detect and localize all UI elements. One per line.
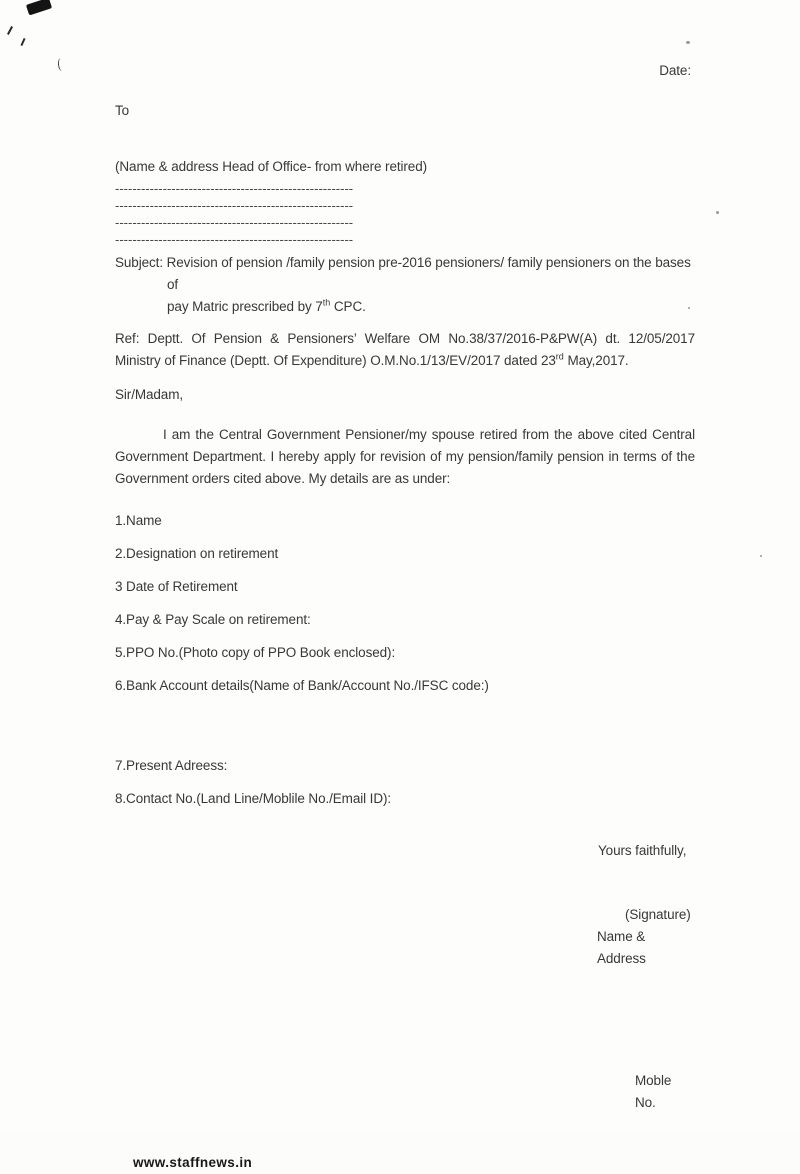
scan-mark-tick [20,38,25,46]
reference-text-end: May,2017. [563,353,629,368]
scan-mark-tick [7,26,13,35]
address-blank-line: ------------------------------------------------------- [115,198,354,213]
details-list [115,510,695,810]
valediction-text: Yours faithfully, [598,843,687,858]
list-item-retirement-date: 3 Date of Retirement [115,579,238,594]
valediction [598,840,695,862]
reference-text: Ref: Deptt. Of Pension & Pensioners’ Welfare OM No.38/37/2016-P&PW(A) dt. 12/05/2017 Ministry of Finance (Deptt. Of Expenditure) O.M.No.1/13/EV/2017 dated 23 [115,331,695,368]
to-label: To [115,103,130,118]
mobile-no-label: Moble No. [635,1073,672,1110]
letter-content [115,0,695,1174]
signature-placeholder: (Signature) [625,907,691,922]
reference-line [115,328,695,372]
reference-superscript: rd [555,351,564,362]
subject-superscript: th [322,297,331,308]
salutation-text: Sir/Madam, [115,387,184,402]
site-watermark-text: www.staffnews.in [133,1155,253,1170]
subject-text-line1: Subject: Revision of pension /family pension pre-2016 pensioners/ family pensioners on the bases of [115,255,691,292]
subject-text-line2-end: CPC. [330,299,366,314]
body-paragraph [115,424,695,490]
subject-text-line2: pay Matric prescribed by 7 [167,299,323,314]
list-item-pay-scale: 4.Pay & Pay Scale on retirement: [115,612,311,627]
addressee-hint [115,156,695,178]
scan-mark-curve [57,58,65,72]
body-text: I am the Central Government Pensioner/my spouse retired from the above cited Central Government Department. I hereby apply for revision of my pension/family pension in terms of the Government orders cited above. My details are as under: [115,427,695,486]
subject-line [115,252,695,318]
address-blank-line: ------------------------------------------------------- [115,181,354,196]
scan-speck [716,211,719,214]
scan-speck [760,555,762,557]
to-line [115,100,695,122]
address-blank-line: ------------------------------------------------------- [115,215,354,230]
address-blank-lines [115,180,695,248]
signature-block [597,904,695,970]
name-address-placeholder: Name & Address [597,929,646,966]
date-label: Date: [659,63,691,78]
mobile-no-line [635,1070,695,1114]
list-item-present-address: 7.Present Adreess: [115,758,228,773]
addressee-hint-text: (Name & address Head of Office- from where retired) [115,159,428,174]
list-item-ppo-no: 5.PPO No.(Photo copy of PPO Book enclosed): [115,645,396,660]
list-item-designation: 2.Designation on retirement [115,546,279,561]
list-item-contact-no: 8.Contact No.(Land Line/Moblile No./Email ID): [115,791,392,806]
scan-mark-corner [26,0,52,15]
salutation [115,384,695,406]
site-watermark [133,1152,695,1174]
list-item-bank-details: 6.Bank Account details(Name of Bank/Account No./IFSC code:) [115,678,489,693]
date-line [115,0,695,82]
address-blank-line: ------------------------------------------------------- [115,232,354,247]
list-item-name: 1.Name [115,513,162,528]
